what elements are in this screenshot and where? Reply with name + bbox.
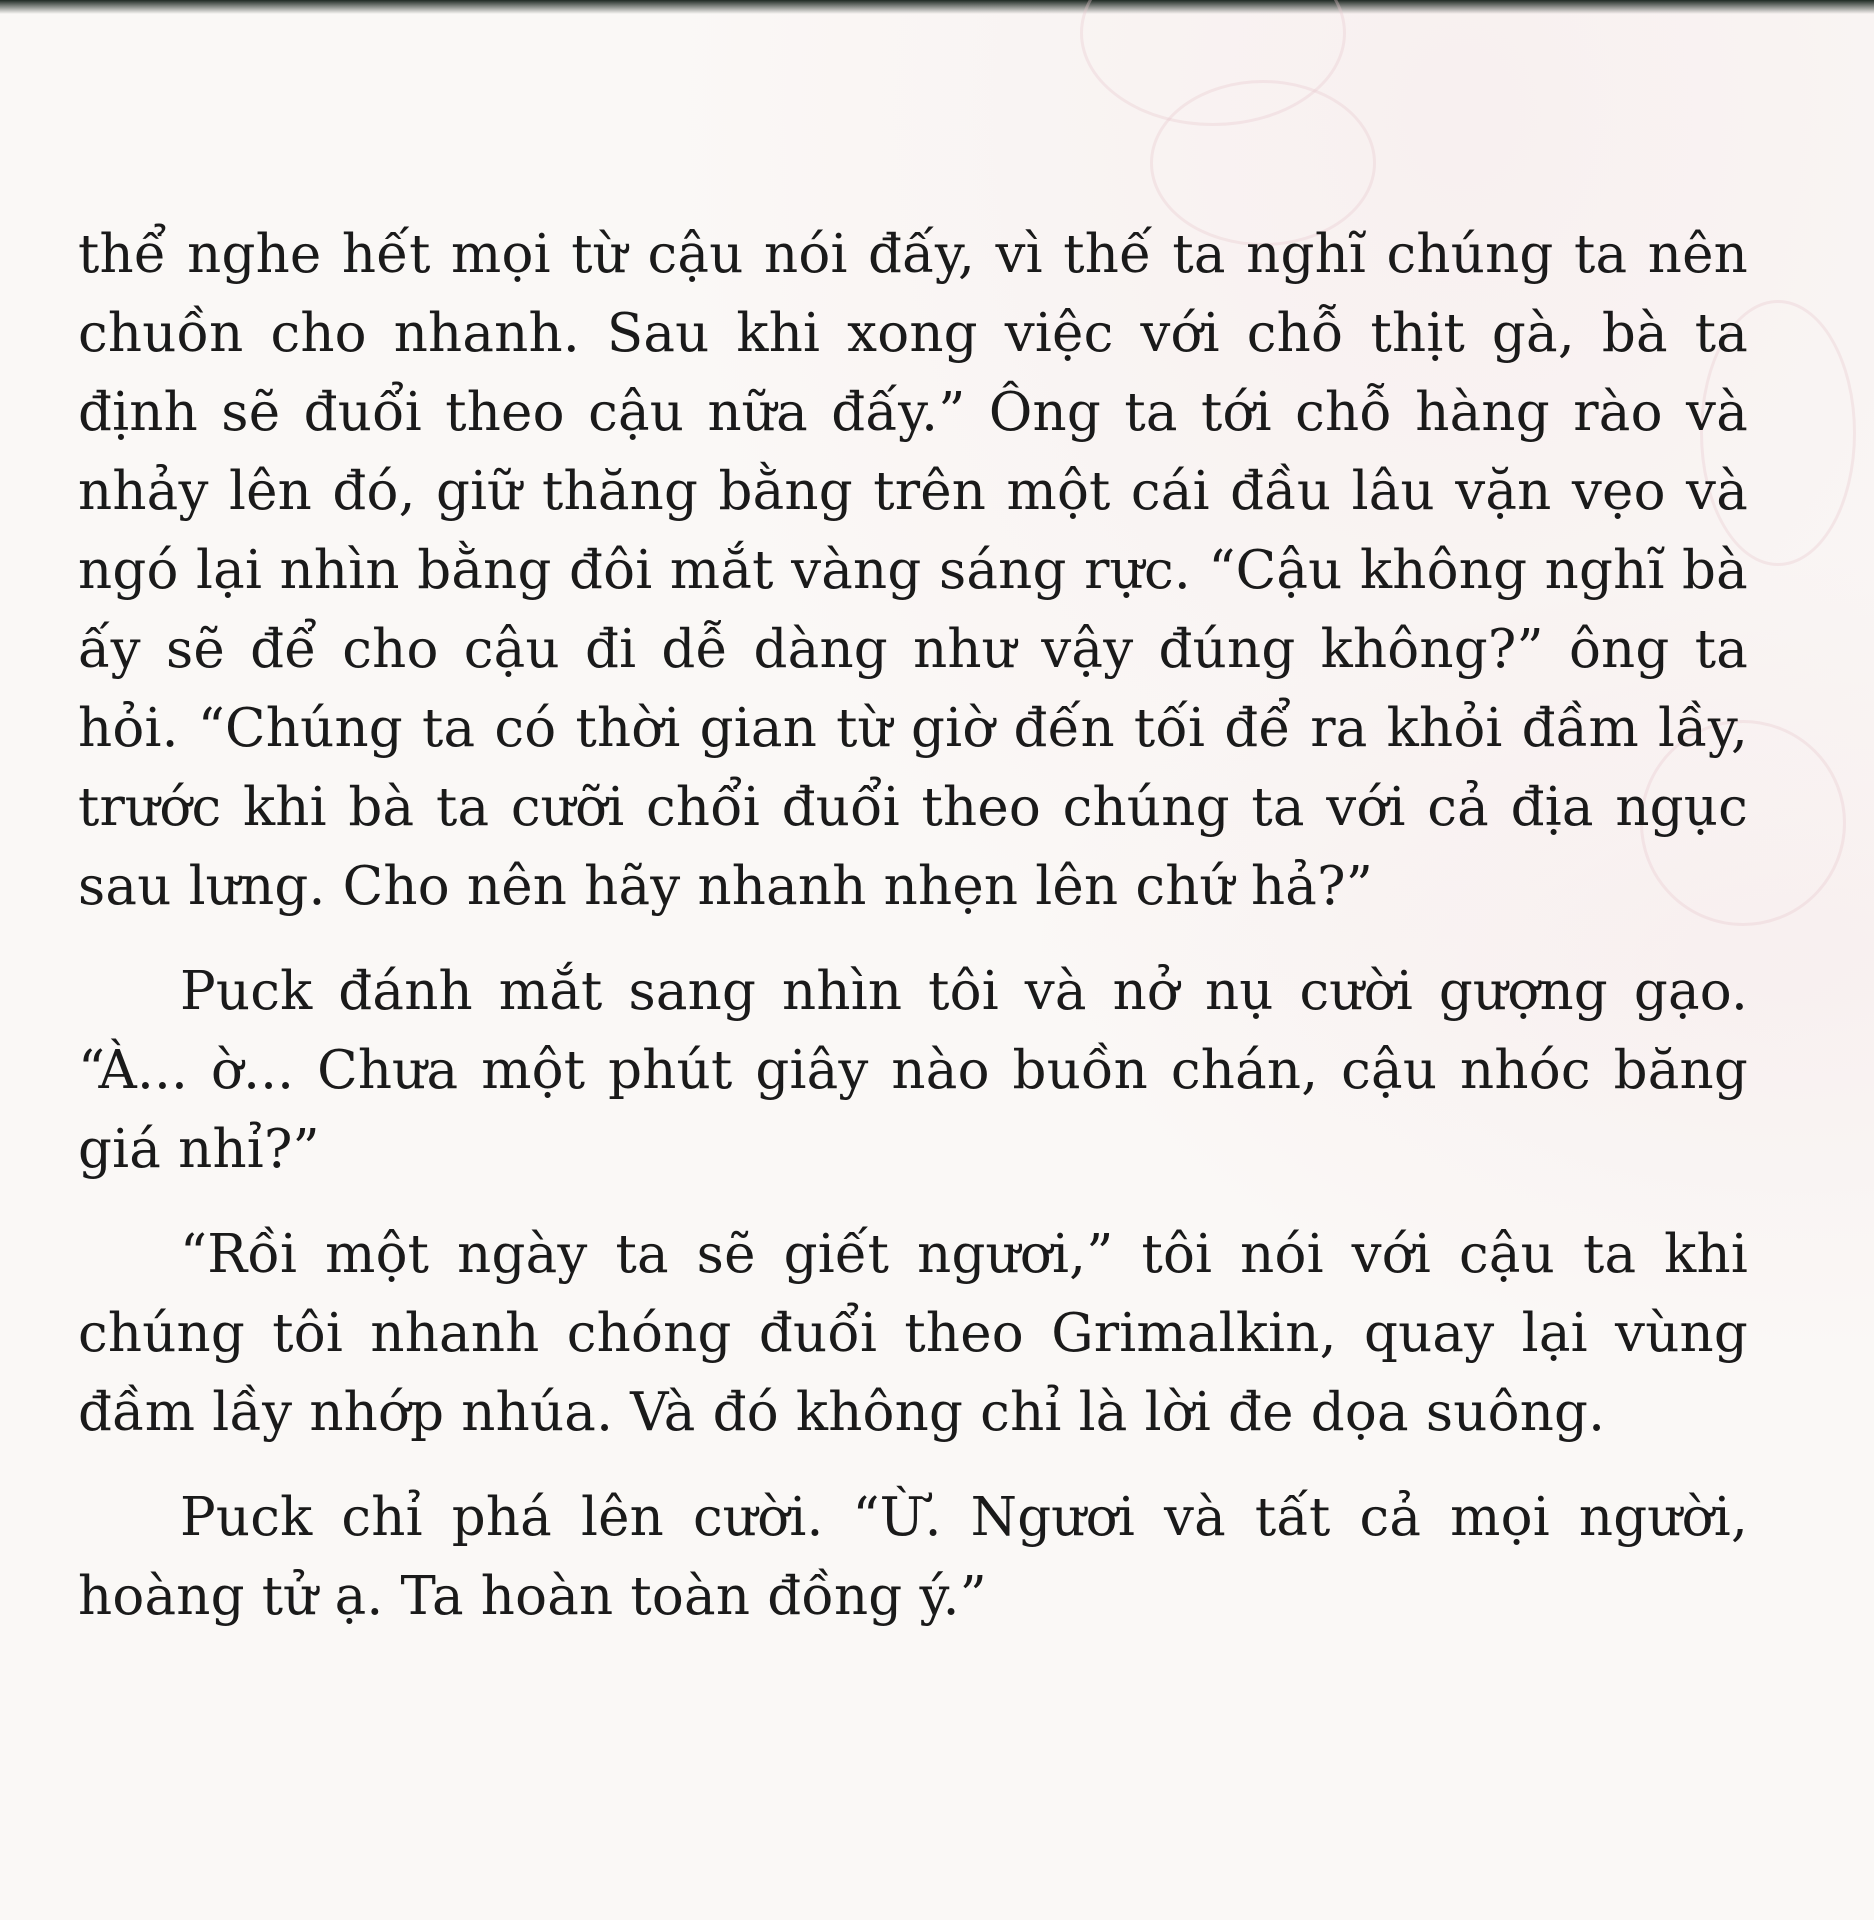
paragraph-3: “Rồi một ngày ta sẽ giết ngươi,” tôi nói với cậu ta khi chúng tôi nhanh chóng đuổi theo Grimalkin, quay lại vùng đầm lầy nhớp nhúa. Và đó không chỉ là lời đe dọa suông.	[78, 1224, 1748, 1443]
paragraph-4: Puck chỉ phá lên cười. “Ừ. Ngươi và tất cả mọi người, hoàng tử ạ. Ta hoàn toàn đồng ý.”	[78, 1487, 1748, 1627]
paragraph-2: Puck đánh mắt sang nhìn tôi và nở nụ cười gượng gạo. “À... ờ... Chưa một phút giây nào buồn chán, cậu nhóc băng giá nhỉ?”	[78, 961, 1748, 1180]
page-text	[78, 215, 1748, 1662]
paragraph-1: thể nghe hết mọi từ cậu nói đấy, vì thế ta nghĩ chúng ta nên chuồn cho nhanh. Sau khi xong việc với chỗ thịt gà, bà ta định sẽ đuổi theo cậu nữa đấy.” Ông ta tới chỗ hàng rào và nhảy lên đó, giữ thăng bằng trên một cái đầu lâu vặn vẹo và ngó lại nhìn bằng đôi mắt vàng sáng rực. “Cậu không nghĩ bà ấy sẽ để cho cậu đi dễ dàng như vậy đúng không?” ông ta hỏi. “Chúng ta có thời gian từ giờ đến tối để ra khỏi đầm lầy, trước khi bà ta cưỡi chổi đuổi theo chúng ta với cả địa ngục sau lưng. Cho nên hãy nhanh nhẹn lên chứ hả?”	[78, 224, 1748, 917]
page-edge-shadow	[0, 0, 1874, 14]
